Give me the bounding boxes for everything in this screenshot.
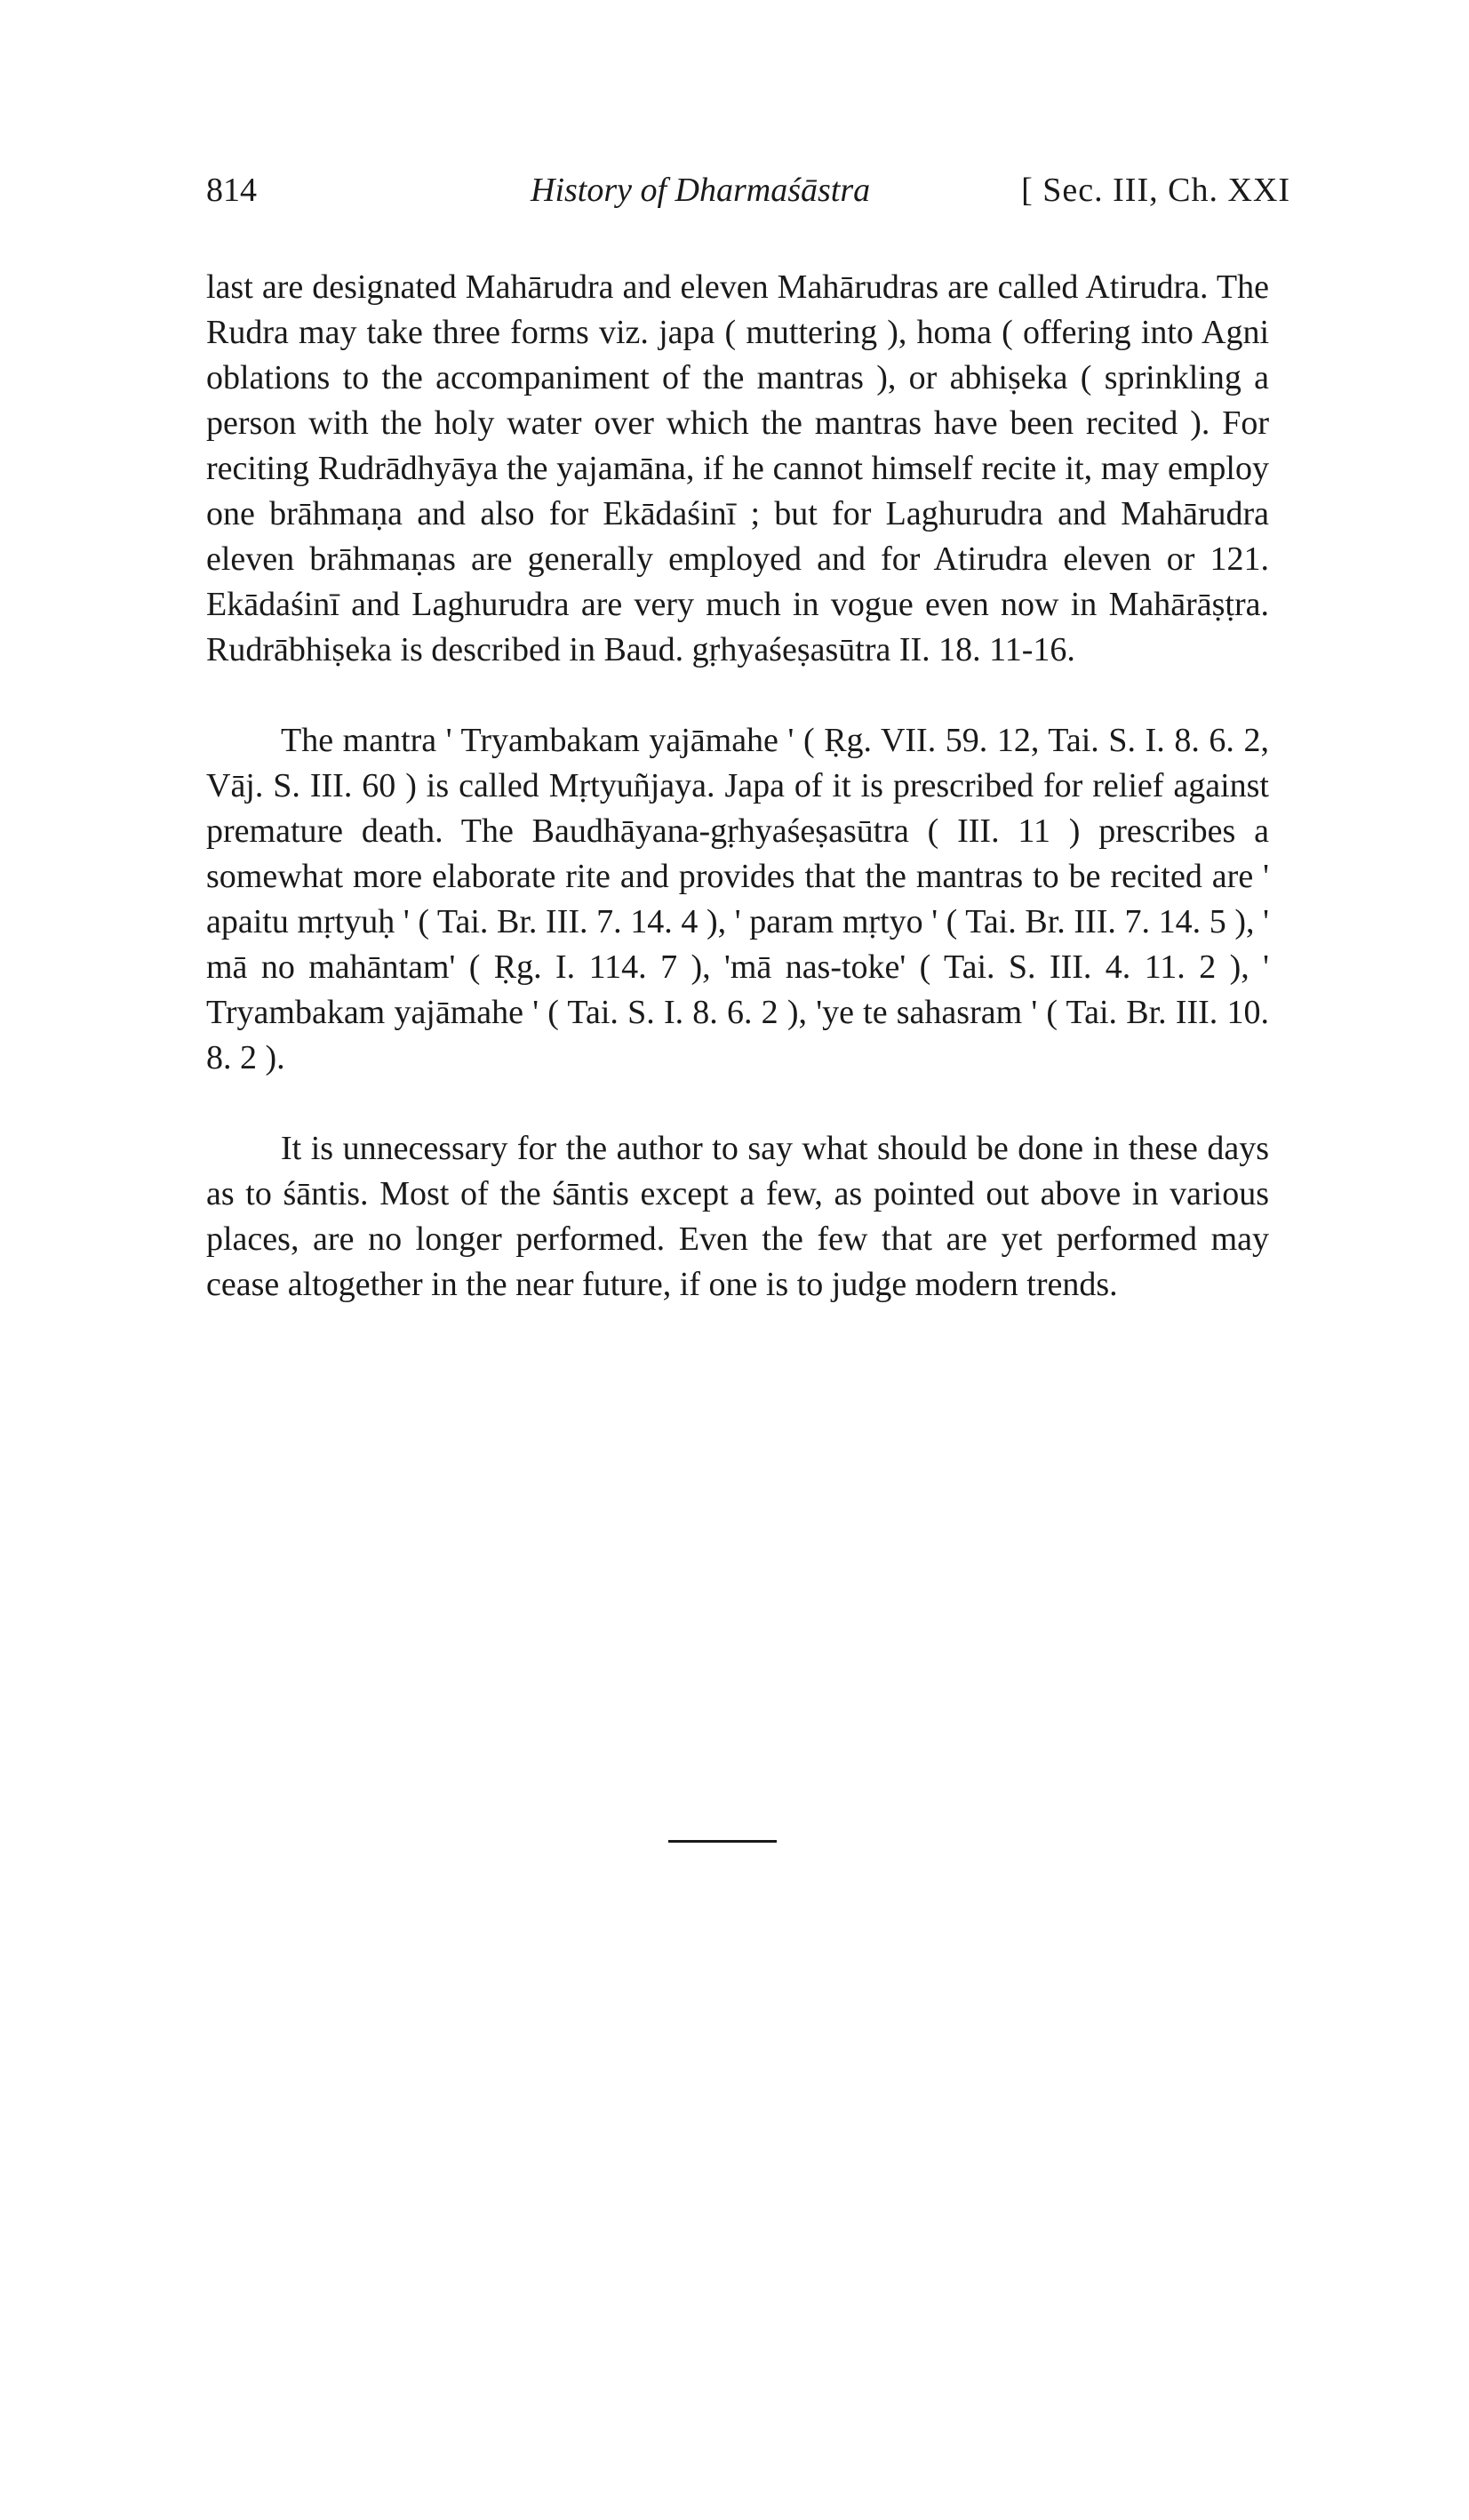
page-header — [206, 171, 1290, 224]
paragraph-santis: It is unnecessary for the author to say what should be done in these days as to śāntis. Most of the śāntis except a few, as pointed out above in various places, are no longer performed. Even the few that are yet performed may cease altogether in the near future, if one is to judge modern trends. — [206, 1130, 1269, 1303]
body-text — [206, 265, 1269, 1308]
paragraph-mrtyunjaya: The mantra ' Tryambakam yajāmahe ' ( Ṛg. VII. 59. 12, Tai. S. I. 8. 6. 2, Vāj. S. III. 60 ) is called Mṛtyuñjaya. Japa of it is prescribed for relief against premature death. The Baudhāyana-gṛhyaśeṣasūtra ( III. 11 ) prescribes a somewhat more elaborate rite and provides that the mantras to be recited are ' apaitu mṛtyuḥ ' ( Tai. Br. III. 7. 14. 4 ), ' param mṛtyo ' ( Tai. Br. III. 7. 14. 5 ), ' mā no mahāntam' ( Ṛg. I. 114. 7 ), 'mā nas-toke' ( Tai. S. III. 4. 11. 2 ), ' Tryambakam yajāmahe ' ( Tai. S. I. 8. 6. 2 ), 'ye te sahasram ' ( Tai. Br. III. 10. 8. 2 ). — [206, 722, 1269, 1076]
page-number: 814 — [206, 172, 257, 209]
paragraph-rudra-forms: last are designated Mahārudra and eleven Mahārudras are called Atirudra. The Rudra may take three forms viz. japa ( muttering ), homa ( offering into Agni oblations to the accompaniment of the mantras ), or abhiṣeka ( sprinkling a person with the holy water over which the mantras have been recited ). For reciting Rudrādhyāya the yajamāna, if he cannot himself recite it, may employ one brāhmaṇa and also for Ekādaśinī ; but for Laghurudra and Mahārudra eleven brāhmaṇas are generally employed and for Atirudra eleven or 121. Ekādaśinī and Laghurudra are very much in vogue even now in Mahārāṣṭra. Rudrābhiṣeka is described in Baud. gṛhyaśeṣasūtra II. 18. 11-16. — [206, 268, 1269, 668]
chapter-end-rule — [668, 1840, 777, 1843]
section-reference: [ Sec. III, Ch. XXI — [1021, 172, 1290, 209]
running-title: History of Dharmaśāstra — [531, 172, 871, 209]
